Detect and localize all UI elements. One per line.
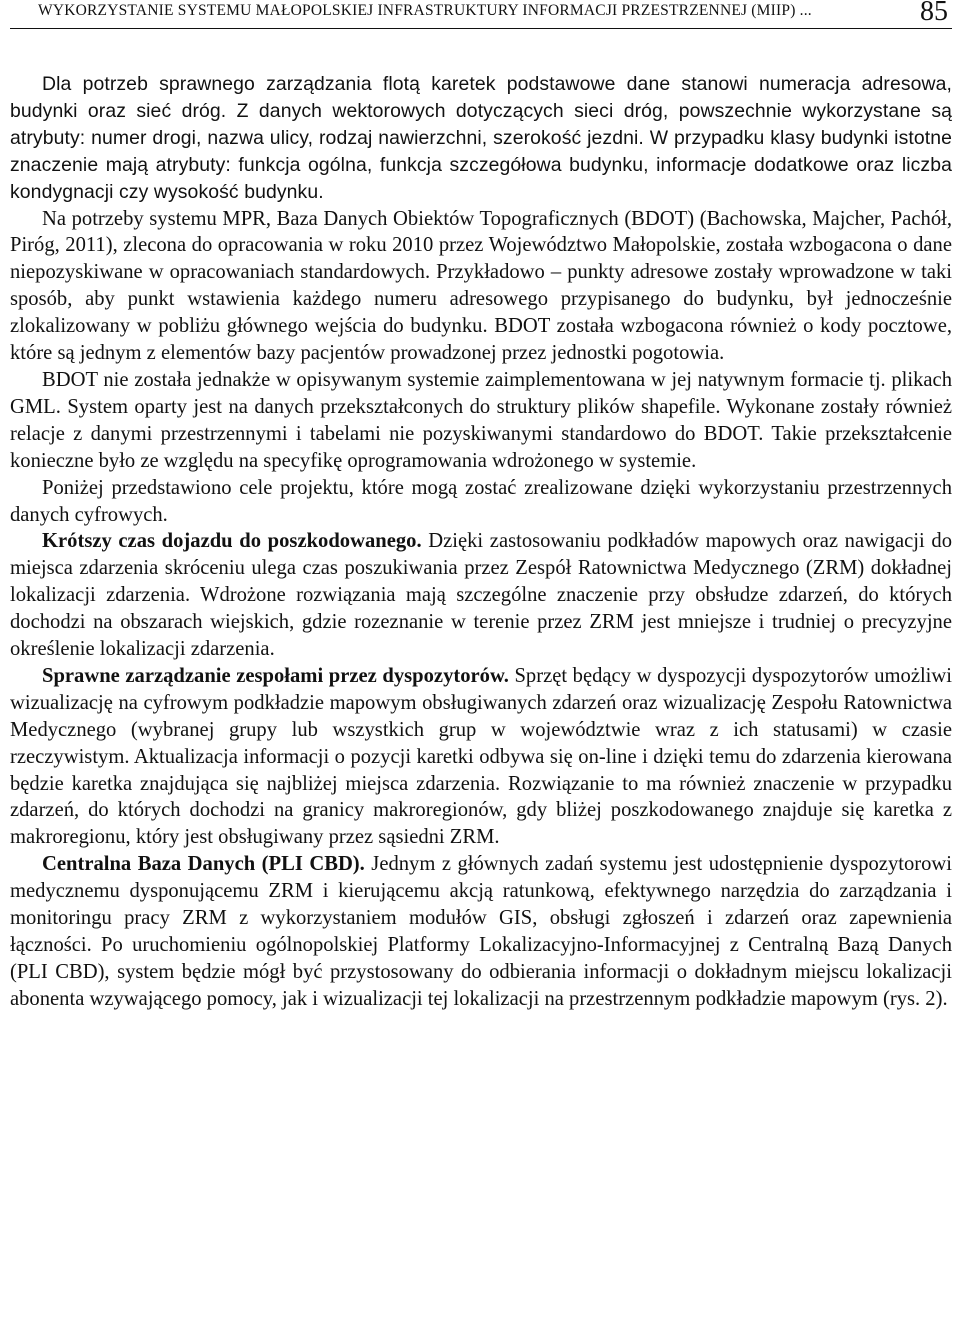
paragraph-central-database [10, 851, 952, 1012]
running-header [10, 0, 952, 29]
page-number: 85 [920, 0, 948, 27]
running-title: WYKORZYSTANIE SYSTEMU MAŁOPOLSKIEJ INFRASTRUKTURY INFORMACJI PRZESTRZENNEJ (MIIP) ... [38, 2, 812, 19]
heading-dispatcher-management: Sprawne zarządzanie zespołami przez dyspozytorów. [42, 664, 509, 687]
paragraph-project-goals: Poniżej przedstawiono cele projektu, które mogą zostać zrealizowane dzięki wykorzystaniu przestrzennych danych cyfrowych. [10, 476, 952, 526]
text-dispatcher-management: Sprzęt będący w dyspozycji dyspozytorów umożliwi wizualizację na cyfrowym podkładzie mapowym obsługiwanych zdarzeń oraz wizualizację Zespołu Ratownictwa Medycznego (wybranej grupy lub wszystkich grup w województwie wraz z ich statusami) w czasie rzeczywistym. Aktualizacja informacji o pozycji karetki odbywa się on-line i dzięki temu do zdarzenia kierowana będzie karetka znajdująca się najbliżej miejsca zdarzenia. Rozwiązanie to ma również znaczenie w przypadku zdarzeń, do których dochodzi na granicy makroregionów, gdy bliżej poszkodowanego znajduje się karetka z makroregionu, który jest obsługiwany przez sąsiedni ZRM. [10, 664, 952, 849]
heading-central-database: Centralna Baza Danych (PLI CBD). [42, 853, 365, 876]
paragraph-bdot: Na potrzeby systemu MPR, Baza Danych Obiektów Topograficznych (BDOT) (Bachowska, Majcher, Pachół, Piróg, 2011), zlecona do opracowania w roku 2010 przez Województwo Małopolskie, została wzbogacona o dane niepozyskiwane w opracowaniach standardowych. Przykładowo – punkty adresowe zostały wprowadzone w taki sposób, aby punkt wstawienia każdego numeru adresowego przypisanego do budynku, był jednocześnie zlokalizowany w pobliżu głównego wejścia do budynku. BDOT została wzbogacona również o kody pocztowe, które są jednym z elementów bazy pacjentów prowadzonej przez jednostki pogotowia. [10, 207, 952, 365]
paragraph-road-network: Dla potrzeb sprawnego zarządzania flotą karetek podstawowe dane stanowi numeracja adresowa, budynki oraz sieć dróg. Z danych wektorowych dotyczących sieci dróg, powszechnie wykorzystane są atrybuty: numer drogi, nazwa ulicy, rodzaj nawierzchni, szerokość jezdni. W przypadku klasy budynki istotne znaczenie mają atrybuty: funkcja ogólna, funkcja szczegółowa budynku, informacje dodatkowe oraz liczba kondygnacji czy wysokość budynku. [10, 73, 952, 203]
paragraph-shapefile: BDOT nie została jednakże w opisywanym systemie zaimplementowana w jej natywnym formacie tj. plikach GML. System oparty jest na danych przekształconych do struktury plików shapefile. Wykonane zostały również relacje z danymi przestrzennymi i tabelami nie pozyskiwanymi standardowo do BDOT. Takie przekształcenie konieczne było ze względu na specyfikę oprogramowania wdrożonego w systemie. [10, 368, 952, 472]
text-central-database: Jednym z głównych zadań systemu jest udostępnienie dyspozytorowi medycznemu dysponującemu ZRM i kierującemu akcją ratunkową, efektywnego narzędzia do zarządzania i monitoringu pracy ZRM z wykorzystaniem modułów GIS, obsługi zgłoszeń i zdarzeń oraz zapewnienia łączności. Po uruchomieniu ogólnopolskiej Platformy Lokalizacyjno-Informacyjnej z Centralną Bazą Danych (PLI CBD), system będzie mógł być przystosowany do odbierania informacji o dokładnym miejscu lokalizacji abonenta wzywającego pomocy, jak i wizualizacji tej lokalizacji na przestrzennym podkładzie mapowym (rys. 2). [10, 853, 953, 1010]
text-shorter-arrival: Dzięki zastosowaniu podkładów mapowych oraz nawigacji do miejsca zdarzenia skróceniu ulega czas poszukiwania przez Zespół Ratownictwa Medycznego (ZRM) dokładnej lokalizacji zdarzenia. Wdrożone rozwiązania mają szczególne znaczenie przy obsłudze zdarzeń, do których dochodzi na obszarach wiejskich, gdzie rozeznanie w terenie przez ZRM jest mniejsze i trudniej o precyzyjne określenie lokalizacji zdarzenia. [10, 530, 952, 661]
paragraph-shorter-arrival [10, 528, 952, 663]
paragraph-dispatcher-management [10, 663, 952, 851]
heading-shorter-arrival: Krótszy czas dojazdu do poszkodowanego. [42, 530, 422, 553]
article-body [10, 71, 952, 1013]
